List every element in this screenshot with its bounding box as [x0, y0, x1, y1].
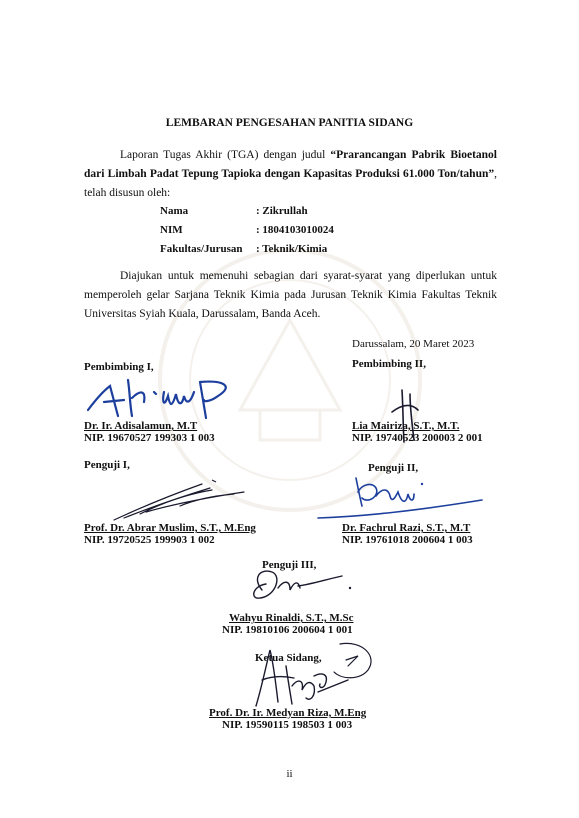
identity-label: NIM [160, 223, 183, 236]
penguji3-role: Penguji III, [262, 559, 317, 571]
thesis-title: “Prarancangan Pabrik Bioetanol dari Limbah Padat Tepung Tapioka dengan Kapasitas Produksi 61.000 Ton/tahun” [84, 149, 497, 180]
identity-row [160, 201, 334, 220]
place-date: Darussalam, 20 Maret 2023 [352, 338, 475, 350]
identity-label: Fakultas/Jurusan [160, 242, 243, 255]
pembimbing1-name: Dr. Ir. Adisalamun, M.T [84, 420, 198, 432]
pembimbing2-name: Lia Mairiza, S.T., M.T. [352, 420, 460, 432]
pembimbing2-nip: NIP. 19740523 200003 2 001 [352, 432, 483, 444]
identity-row [160, 220, 334, 239]
identity-table [160, 201, 334, 258]
page-title: LEMBARAN PENGESAHAN PANITIA SIDANG [165, 117, 414, 129]
purpose-text: Diajukan untuk memenuhi sebagian dari syarat-syarat yang diperlukan untuk memperoleh gelar Sarjana Teknik Kimia pada Jurusan Teknik Kimia Fakultas Teknik Universitas Syiah Kuala, Darussalam, Banda Aceh. [84, 270, 497, 320]
purpose-paragraph [84, 267, 497, 324]
penguji3-nip: NIP. 19810106 200604 1 001 [222, 624, 353, 636]
ketua-signature [222, 636, 382, 710]
intro-prefix: Laporan Tugas Akhir (TGA) dengan judul [120, 149, 331, 161]
penguji1-name: Prof. Dr. Abrar Muslim, S.T., M.Eng [84, 522, 256, 534]
pembimbing1-role: Pembimbing I, [84, 361, 154, 373]
ketua-name: Prof. Dr. Ir. Medyan Riza, M.Eng [209, 707, 367, 719]
penguji1-signature [84, 476, 264, 524]
identity-row [160, 239, 334, 258]
penguji2-nip: NIP. 19761018 200604 1 003 [342, 534, 473, 546]
identity-value: : 1804103010024 [256, 223, 334, 236]
intro-paragraph [84, 146, 497, 203]
penguji1-nip: NIP. 19720525 199903 1 002 [84, 534, 215, 546]
ketua-role: Ketua Sidang, [255, 652, 322, 664]
pembimbing2-role: Pembimbing II, [352, 358, 426, 370]
pembimbing1-signature [84, 372, 264, 422]
identity-label: Nama [160, 204, 189, 217]
identity-value: : Zikrullah [256, 204, 308, 217]
ketua-nip: NIP. 19590115 198503 1 003 [222, 719, 353, 731]
penguji1-role: Penguji I, [84, 459, 130, 471]
penguji2-signature [310, 474, 490, 528]
penguji3-name: Wahyu Rinaldi, S.T., M.Sc [229, 612, 354, 624]
penguji3-signature [238, 566, 368, 608]
intro-suffix: , telah disusun oleh: [84, 168, 497, 199]
page-number: ii [286, 768, 293, 780]
penguji2-role: Penguji II, [368, 462, 419, 474]
penguji2-name: Dr. Fachrul Razi, S.T., M.T [342, 522, 471, 534]
identity-value: : Teknik/Kimia [256, 242, 328, 255]
pembimbing1-nip: NIP. 19670527 199303 1 003 [84, 432, 215, 444]
